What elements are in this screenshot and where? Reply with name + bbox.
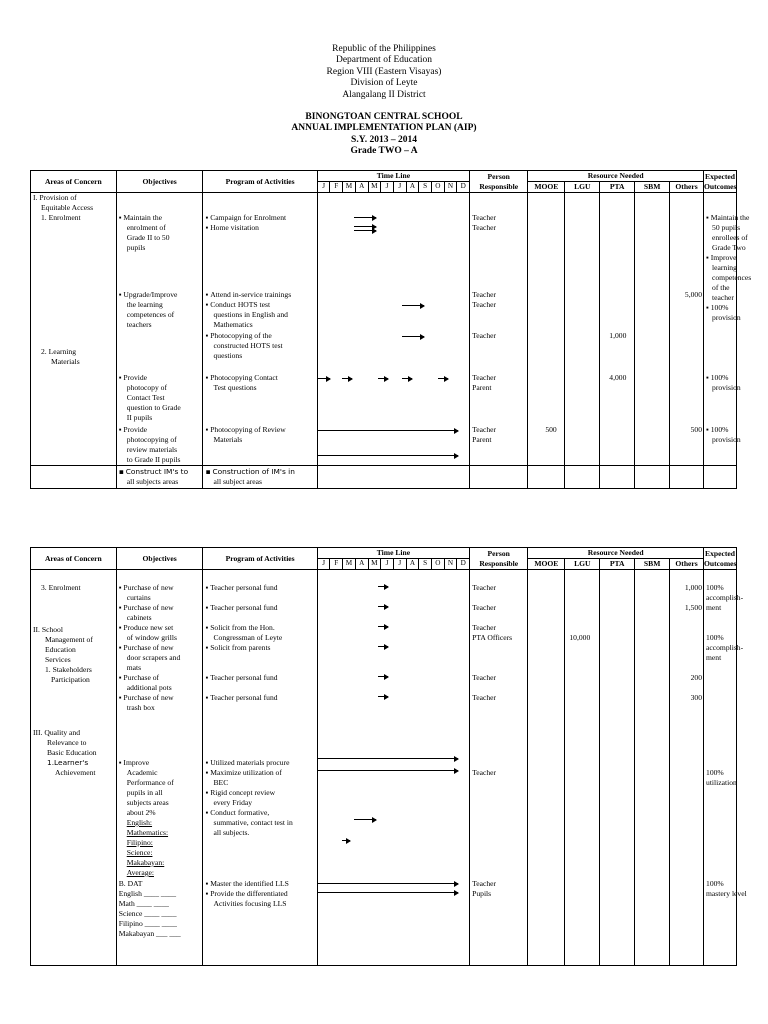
pta-value: 1,000 xyxy=(609,331,627,340)
lgu-value: 10,000 xyxy=(569,633,591,642)
expected-text: provision xyxy=(712,313,741,322)
objective-text: Math ____ ____ xyxy=(118,899,169,908)
expected-text: enrollees of xyxy=(712,233,748,242)
areas-cell xyxy=(31,570,117,966)
objective-text: English: xyxy=(126,818,153,827)
person-text: PTA Officers xyxy=(472,633,513,642)
objective-text: pupils xyxy=(126,243,146,252)
expected-text: competences xyxy=(712,273,752,282)
program-text: questions in English and xyxy=(213,310,288,319)
col-pta: PTA xyxy=(600,182,635,193)
col-resource: Resource Needed xyxy=(528,171,704,182)
program-text: questions xyxy=(213,351,243,360)
area-text: 1.Learner's xyxy=(47,758,89,767)
col-mooe: MOOE xyxy=(528,182,565,193)
month-mar: M xyxy=(343,182,356,193)
timeline-arrow xyxy=(378,378,388,379)
col-pta: PTA xyxy=(600,559,635,570)
expected-text: mastery level xyxy=(706,889,747,898)
objective-text: trash box xyxy=(126,703,155,712)
col-others: Others xyxy=(670,559,704,570)
objective-text: cabinets xyxy=(126,613,152,622)
col-person: Person xyxy=(470,171,528,182)
objectives-cell xyxy=(116,466,203,489)
lgu-cell xyxy=(565,570,600,966)
objective-text: ▪ Provide xyxy=(119,373,147,382)
objective-text: ▪ Improve xyxy=(119,758,149,767)
program-text: ▪ Photocopying Contact xyxy=(205,373,277,382)
program-text: ▪ Teacher personal fund xyxy=(205,603,277,612)
timeline-arrow xyxy=(378,586,388,587)
person-text: Pupils xyxy=(472,889,492,898)
expected-text: ▪ 100% xyxy=(706,303,728,312)
person-text: Teacher xyxy=(472,583,497,592)
month-may: M xyxy=(368,559,381,570)
program-text: ▪ Master the identified LLS xyxy=(205,879,288,888)
program-text: ▪ Solicit from the Hon. xyxy=(205,623,274,632)
expected-text: 100% xyxy=(706,768,724,777)
mooe-value: 500 xyxy=(545,425,557,434)
sbm-cell xyxy=(635,193,670,466)
month-apr: A xyxy=(355,182,368,193)
title-line: S.Y. 2013 – 2014 xyxy=(351,134,417,145)
pta-cell xyxy=(600,570,635,966)
program-text: summative, contact test in xyxy=(213,818,293,827)
area-text: Management of xyxy=(45,635,93,644)
objectives-cell xyxy=(116,193,203,466)
expected-text: 50 pupils xyxy=(712,223,741,232)
person-text: Teacher xyxy=(472,603,497,612)
person-text: Teacher xyxy=(472,673,497,682)
col-sbm: SBM xyxy=(635,182,670,193)
objective-text: ▪ Produce new set xyxy=(119,623,173,632)
objective-text: Performance of xyxy=(126,778,174,787)
month-sep: S xyxy=(419,182,432,193)
month-feb: F xyxy=(330,182,343,193)
program-cell xyxy=(203,466,317,489)
expected-text: ment xyxy=(706,603,722,612)
timeline-arrow xyxy=(342,840,350,841)
person-text: Parent xyxy=(472,383,492,392)
area-text: 2. Learning xyxy=(41,347,77,356)
col-program: Program of Activities xyxy=(203,548,317,570)
objective-text: question to Grade xyxy=(126,403,181,412)
timeline-arrow xyxy=(318,883,458,884)
timeline-arrow xyxy=(378,676,388,677)
program-text: Test questions xyxy=(213,383,257,392)
others-value: 200 xyxy=(690,673,703,682)
lgu-cell xyxy=(565,193,600,466)
timeline-arrow xyxy=(318,892,458,893)
program-text: ▪ Attend in-service trainings xyxy=(205,290,291,299)
others-cell xyxy=(670,193,704,466)
expected-text: of the xyxy=(712,283,730,292)
month-jul: J xyxy=(393,182,406,193)
person-text: Teacher xyxy=(472,623,497,632)
col-expected: Expected xyxy=(705,171,735,181)
others-value: 500 xyxy=(690,425,703,434)
area-text: I. Provision of xyxy=(33,193,77,202)
expected-cell xyxy=(704,193,752,466)
month-apr: A xyxy=(355,559,368,570)
expected-text: provision xyxy=(712,383,741,392)
month-jun: J xyxy=(381,559,394,570)
objective-text: B. DAT xyxy=(118,879,143,888)
area-text: II. School xyxy=(33,625,63,634)
month-aug: A xyxy=(406,182,419,193)
person-text: Teacher xyxy=(472,373,497,382)
others-value: 1,000 xyxy=(684,583,703,592)
timeline-arrow xyxy=(354,230,376,231)
sbm-cell xyxy=(635,570,670,966)
area-text: 1. Enrolment xyxy=(41,213,81,222)
objective-text: photocopying of xyxy=(126,435,177,444)
program-text: Materials xyxy=(213,435,243,444)
program-text: ▪ Teacher personal fund xyxy=(205,693,277,702)
objective-text: review materials xyxy=(126,445,178,454)
area-text: Basic Education xyxy=(47,748,97,757)
area-text: 3. Enrolment xyxy=(41,583,81,592)
col-expected: Expected xyxy=(705,548,735,558)
objective-text: Academic xyxy=(126,768,158,777)
program-text: ▪ Solicit from parents xyxy=(205,643,270,652)
timeline-arrow xyxy=(402,336,424,337)
area-text: Equitable Access xyxy=(41,203,94,212)
others-value: 1,500 xyxy=(684,603,703,612)
timeline-cell xyxy=(317,570,469,966)
timeline-cell xyxy=(317,193,469,466)
program-text: every Friday xyxy=(213,798,253,807)
objective-text: the learning xyxy=(126,300,163,309)
header-line: Republic of the Philippines xyxy=(332,44,436,54)
program-text: ▪ Maximize utilization of xyxy=(205,768,281,777)
month-may: M xyxy=(368,182,381,193)
month-nov: N xyxy=(444,559,457,570)
person-cell xyxy=(470,570,528,966)
aip-table-1 xyxy=(30,170,752,489)
month-feb: F xyxy=(330,559,343,570)
month-jan: J xyxy=(317,559,330,570)
col-lgu: LGU xyxy=(565,182,600,193)
person-text: Parent xyxy=(472,435,492,444)
col-timeline: Time Line xyxy=(317,171,469,182)
objective-text: Average: xyxy=(126,868,154,877)
person-text: Teacher xyxy=(472,693,497,702)
objective-text: additional pots xyxy=(126,683,172,692)
objective-text: Science ____ ____ xyxy=(118,909,177,918)
col-areas: Areas of Concern xyxy=(31,548,117,570)
program-text: Activities focusing LLS xyxy=(213,899,287,908)
person-text: Teacher xyxy=(472,223,497,232)
timeline-arrow xyxy=(378,696,388,697)
timeline-arrow xyxy=(402,378,412,379)
objective-text: enrolment of xyxy=(126,223,166,232)
expected-cell xyxy=(704,570,747,966)
objective-text: Science: xyxy=(126,848,153,857)
program-text: ▪ Home visitation xyxy=(205,223,258,232)
month-jul: J xyxy=(393,559,406,570)
title-line: BINONGTOAN CENTRAL SCHOOL xyxy=(305,112,463,122)
timeline-arrow xyxy=(378,626,388,627)
objective-text: ▪ Purchase of xyxy=(119,673,159,682)
expected-text: ▪ 100% xyxy=(706,425,728,434)
timeline-arrow xyxy=(378,646,388,647)
objective-text: ▪ Upgrade/Improve xyxy=(119,290,178,299)
month-nov: N xyxy=(444,182,457,193)
pta-value: 4,000 xyxy=(609,373,627,382)
expected-text: accomplish- xyxy=(706,593,744,602)
objective-text: Mathematics: xyxy=(126,828,169,837)
program-text: ▪ Provide the differentiated xyxy=(205,889,287,898)
program-text: ▪ Photocopying of the xyxy=(205,331,271,340)
others-value: 5,000 xyxy=(684,290,703,299)
header-line: Division of Leyte xyxy=(350,78,418,89)
timeline-arrow xyxy=(318,430,458,431)
objective-text: subjects areas xyxy=(126,798,169,807)
expected-text: ▪ 100% xyxy=(706,373,728,382)
objective-text: photocopy of xyxy=(126,383,168,392)
objective-text: ▪ Construct IM's to xyxy=(119,467,188,476)
person-text: Teacher xyxy=(472,331,497,340)
person-text: Teacher xyxy=(472,425,497,434)
program-text: ▪ Conduct formative, xyxy=(205,808,269,817)
objective-text: English ____ ____ xyxy=(118,889,177,898)
expected-text: teacher xyxy=(712,293,734,302)
program-cell xyxy=(203,193,317,466)
person-text: Teacher xyxy=(472,768,497,777)
col-areas: Areas of Concern xyxy=(31,171,117,193)
col-objectives: Objectives xyxy=(116,171,203,193)
objective-text: Filipino: xyxy=(126,838,153,847)
others-cell xyxy=(670,570,704,966)
timeline-arrow xyxy=(318,378,330,379)
month-jan: J xyxy=(317,182,330,193)
timeline-arrow xyxy=(318,770,458,771)
col-outcomes: Outcomes xyxy=(704,559,737,569)
col-person: Person xyxy=(470,548,528,559)
expected-text: ▪ Improve xyxy=(706,253,736,262)
col-lgu: LGU xyxy=(565,559,600,570)
person-text: Teacher xyxy=(472,300,497,309)
month-dec: D xyxy=(457,182,470,193)
objective-text: Makabayan: xyxy=(126,858,165,867)
objective-text: Makabayan ___ ___ xyxy=(118,929,181,938)
expected-text: provision xyxy=(712,435,741,444)
timeline-arrow xyxy=(402,305,424,306)
header-line: Alangalang II District xyxy=(342,89,426,100)
area-text: Relevance to xyxy=(47,738,87,747)
person-text: Teacher xyxy=(472,213,497,222)
program-text: constructed HOTS test xyxy=(213,341,283,350)
objective-text: ▪ Purchase of new xyxy=(119,603,174,612)
timeline-arrow xyxy=(354,217,376,218)
objective-text: all subjects areas xyxy=(126,477,179,486)
expected-text: learning xyxy=(712,263,737,272)
objective-text: teachers xyxy=(126,320,152,329)
col-others: Others xyxy=(670,182,704,193)
program-text: Mathematics xyxy=(213,320,253,329)
mooe-cell xyxy=(528,193,565,466)
title-line: Grade TWO – A xyxy=(350,146,418,157)
objective-text: about 2% xyxy=(126,808,156,817)
area-text: Education xyxy=(45,645,76,654)
program-text: BEC xyxy=(213,778,229,787)
objective-text: II pupils xyxy=(126,413,153,422)
area-text: Materials xyxy=(51,357,80,366)
header-line: Region VIII (Eastern Visayas) xyxy=(326,66,442,77)
expected-text: Grade Two xyxy=(712,243,746,252)
month-mar: M xyxy=(343,559,356,570)
program-text: ▪ Construction of IM's in xyxy=(205,467,294,476)
timeline-arrow xyxy=(438,378,448,379)
expected-text: 100% xyxy=(706,583,724,592)
objective-text: Contact Test xyxy=(126,393,165,402)
area-text: Services xyxy=(45,655,71,664)
program-text: all subject areas xyxy=(213,477,262,486)
program-text: ▪ Conduct HOTS test xyxy=(205,300,270,309)
objective-text: ▪ Maintain the xyxy=(119,213,162,222)
month-aug: A xyxy=(406,559,419,570)
program-text: all subjects. xyxy=(213,828,250,837)
month-sep: S xyxy=(419,559,432,570)
header-line: Department of Education xyxy=(335,55,433,66)
others-value: 300 xyxy=(690,693,703,702)
col-timeline: Time Line xyxy=(317,548,469,559)
person-text: Teacher xyxy=(472,879,497,888)
col-mooe: MOOE xyxy=(528,559,565,570)
program-text: ▪ Rigid concept review xyxy=(205,788,275,797)
objective-text: competences of xyxy=(126,310,175,319)
timeline-arrow xyxy=(378,606,388,607)
expected-text: utilization xyxy=(706,778,737,787)
objective-text: Filipino ____ ____ xyxy=(118,919,177,928)
month-jun: J xyxy=(381,182,394,193)
timeline-arrow xyxy=(318,455,458,456)
mooe-cell xyxy=(528,570,565,966)
person-cell xyxy=(470,193,528,466)
col-objectives: Objectives xyxy=(116,548,203,570)
objective-text: ▪ Provide xyxy=(119,425,147,434)
program-cell xyxy=(203,570,317,966)
area-text: III. Quality and xyxy=(33,728,81,737)
month-oct: O xyxy=(431,559,444,570)
area-text: Achievement xyxy=(55,768,96,777)
program-text: ▪ Teacher personal fund xyxy=(205,673,277,682)
col-responsible: Responsible xyxy=(470,559,528,570)
expected-text: ment xyxy=(706,653,722,662)
program-text: ▪ Teacher personal fund xyxy=(205,583,277,592)
area-text: 1. Stakeholders xyxy=(45,665,92,674)
objective-text: Grade II to 50 xyxy=(126,233,170,242)
document-title xyxy=(0,112,768,158)
timeline-arrow xyxy=(342,378,352,379)
person-text: Teacher xyxy=(472,290,497,299)
objective-text: mats xyxy=(126,663,142,672)
col-sbm: SBM xyxy=(635,559,670,570)
area-text: Participation xyxy=(51,675,90,684)
month-dec: D xyxy=(457,559,470,570)
timeline-arrow xyxy=(318,758,458,759)
col-resource: Resource Needed xyxy=(528,548,704,559)
expected-text: 100% xyxy=(706,879,724,888)
objective-text: door scrapers and xyxy=(126,653,181,662)
objectives-cell xyxy=(116,570,203,966)
areas-cell xyxy=(31,193,117,466)
expected-text: accomplish- xyxy=(706,643,744,652)
month-oct: O xyxy=(431,182,444,193)
program-text: ▪ Utilized materials procure xyxy=(205,758,289,767)
col-responsible: Responsible xyxy=(470,182,528,193)
timeline-arrow xyxy=(354,819,376,820)
objective-text: pupils in all xyxy=(126,788,163,797)
col-outcomes: Outcomes xyxy=(704,182,737,192)
title-line: ANNUAL IMPLEMENTATION PLAN (AIP) xyxy=(291,123,477,134)
objective-text: ▪ Purchase of new xyxy=(119,583,174,592)
aip-table-2 xyxy=(30,547,747,966)
objective-text: curtains xyxy=(126,593,151,602)
objective-text: ▪ Purchase of new xyxy=(119,643,174,652)
expected-text: ▪ Maintain the xyxy=(706,213,749,222)
objective-text: of window grills xyxy=(126,633,177,642)
program-text: ▪ Campaign for Enrolment xyxy=(205,213,286,222)
letterhead xyxy=(0,44,768,101)
pta-cell xyxy=(600,193,635,466)
col-program: Program of Activities xyxy=(203,171,317,193)
program-text: Congressman of Leyte xyxy=(213,633,283,642)
objective-text: ▪ Purchase of new xyxy=(119,693,174,702)
objective-text: to Grade II pupils xyxy=(126,455,181,464)
expected-text: 100% xyxy=(706,633,724,642)
program-text: ▪ Photocopying of Review xyxy=(205,425,285,434)
